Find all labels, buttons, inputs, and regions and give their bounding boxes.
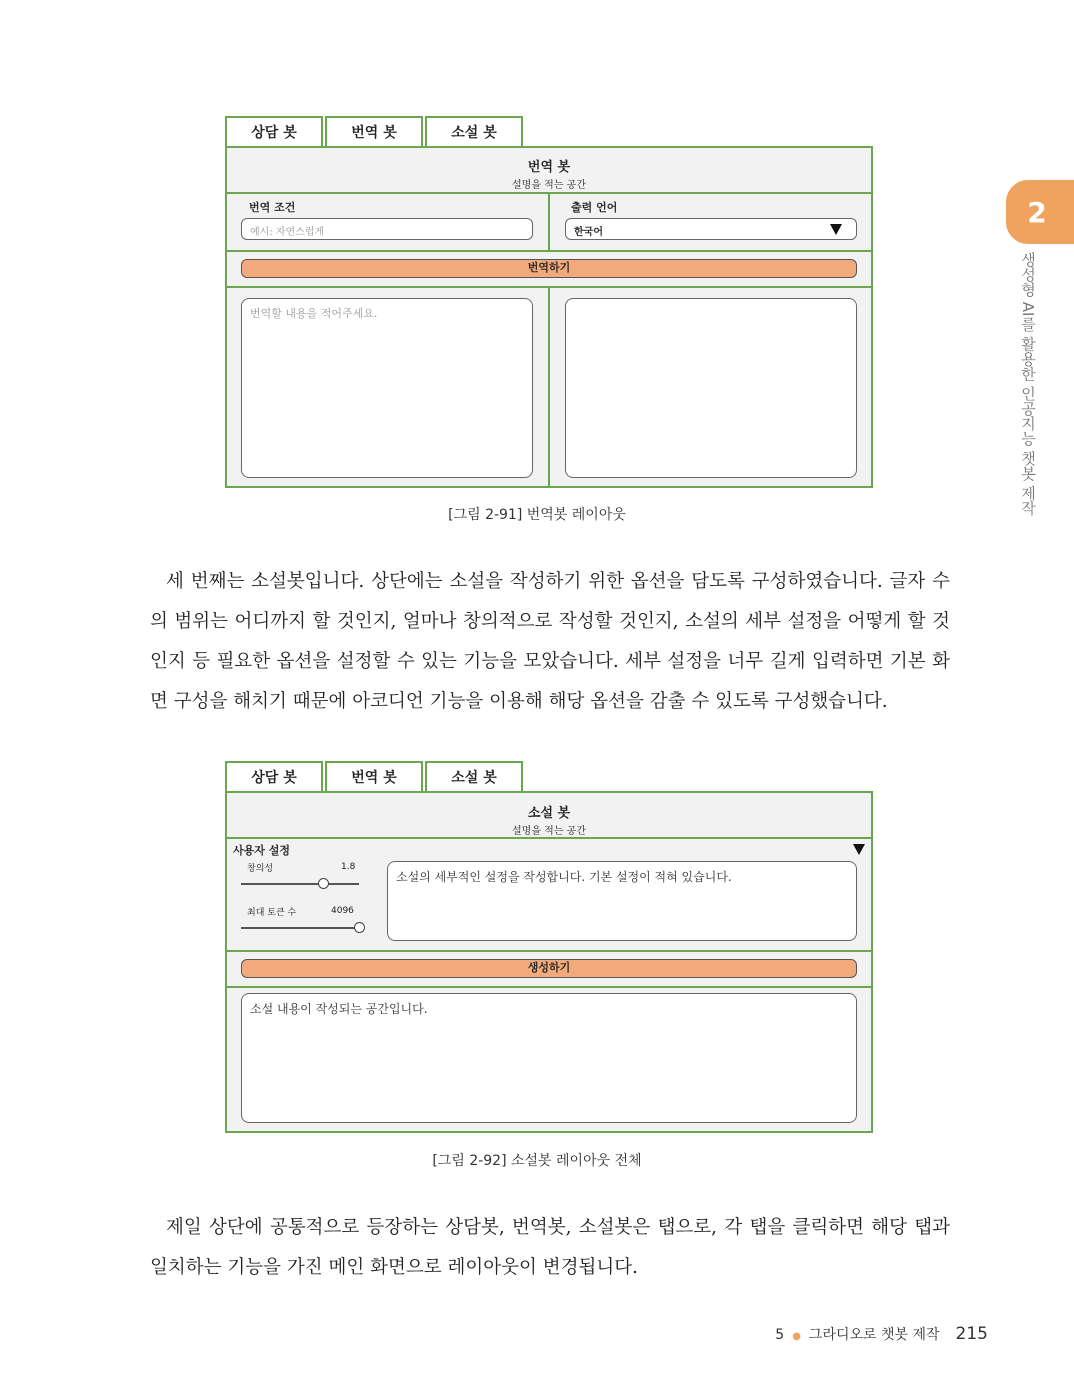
chapter-number-tab: 2 (1006, 180, 1074, 244)
divider (548, 194, 550, 250)
tokens-slider-track[interactable] (241, 927, 359, 929)
tokens-value: 4096 (331, 906, 354, 916)
fig1-frame (225, 146, 873, 488)
fig2-tab-novel[interactable]: 소설 봇 (425, 761, 523, 791)
tokens-slider-knob[interactable] (354, 922, 365, 933)
fig1-cond-input[interactable]: 예시: 자연스럽게 (241, 218, 533, 240)
fig1-caption: [그림 2-91] 번역봇 레이아웃 (448, 507, 626, 523)
fig1-lang-value: 한국어 (574, 227, 603, 238)
fig1-tab-bar (225, 116, 525, 146)
fig1-tab-translate[interactable]: 번역 봇 (325, 116, 423, 146)
fig2-header (227, 802, 871, 837)
fig2-generate-button[interactable]: 생성하기 (241, 959, 857, 978)
fig2-tab-bar (225, 761, 525, 791)
fig1-translate-button[interactable]: 번역하기 (241, 259, 857, 278)
accordion-toggle-icon[interactable] (853, 844, 865, 855)
page-number: 215 (955, 1324, 988, 1344)
fig2-tab-translate[interactable]: 번역 봇 (325, 761, 423, 791)
paragraph-text: 세 번째는 소설봇입니다. 상단에는 소설을 작성하기 위한 옵션을 담도록 구성하였습니다. 글자 수의 범위는 어디까지 할 것인지, 얼마나 창의적으로 작성할 것인지, 소설의 세부 설정을 어떻게 할 것인지 등 필요한 옵션을 설정할 수 있는 기능을 모았습니다. 세부 설정을 너무 길게 입력하면 기본 화면 구성을 해치기 때문에 아코디언 기능을 이용해 해당 옵션을 감출 수 있도록 구성했습니다. (150, 571, 950, 712)
fig1-tab-consult[interactable]: 상담 봇 (225, 116, 323, 146)
fig2-settings-textarea[interactable]: 소설의 세부적인 설정을 작성합니다. 기본 설정이 적혀 있습니다. (387, 861, 857, 941)
fig1-lang-label: 출력 언어 (571, 201, 618, 214)
fig2-frame (225, 791, 873, 1133)
fig2-title: 소설 봇 (527, 806, 571, 821)
divider (227, 950, 871, 952)
body-paragraph-2 (150, 1208, 950, 1288)
fig1-subtitle: 설명을 적는 공간 (512, 180, 586, 191)
divider (227, 837, 871, 839)
fig1-input-textarea[interactable]: 번역할 내용을 적어주세요. (241, 298, 533, 478)
creativity-label: 창의성 (247, 864, 274, 874)
page-footer (775, 1324, 988, 1344)
fig1-output-textarea[interactable] (565, 298, 857, 478)
dropdown-arrow-icon[interactable] (830, 224, 842, 235)
creativity-slider-knob[interactable] (318, 878, 329, 889)
divider (227, 250, 871, 252)
fig2-output-textarea[interactable]: 소설 내용이 작성되는 공간입니다. (241, 993, 857, 1123)
fig1-cond-label: 번역 조건 (249, 201, 296, 214)
divider (548, 288, 550, 488)
paragraph-text: 제일 상단에 공통적으로 등장하는 상담봇, 번역봇, 소설봇은 탭으로, 각 탭을 클릭하면 해당 탭과 일치하는 기능을 가진 메인 화면으로 레이아웃이 변경됩니다. (150, 1217, 950, 1278)
fig1-lang-select[interactable] (565, 218, 857, 240)
fig1-title: 번역 봇 (527, 160, 571, 175)
fig1-header (227, 156, 871, 191)
divider (227, 986, 871, 988)
footer-chapter-title: 그라디오로 챗봇 제작 (808, 1327, 940, 1343)
body-paragraph-1 (150, 562, 950, 722)
tokens-label: 최대 토큰 수 (247, 908, 297, 918)
chapter-title-vertical: 생성형 AI를 활용한 인공지능 챗봇 제작 (1019, 252, 1037, 516)
fig2-accordion-label[interactable]: 사용자 설정 (233, 844, 290, 857)
fig2-caption: [그림 2-92] 소설봇 레이아웃 전체 (432, 1153, 642, 1169)
bullet-dot-icon: ● (792, 1331, 801, 1342)
fig1-tab-novel[interactable]: 소설 봇 (425, 116, 523, 146)
creativity-slider-track[interactable] (241, 883, 359, 885)
creativity-value: 1.8 (341, 862, 356, 872)
fig2-subtitle: 설명을 적는 공간 (512, 826, 586, 837)
fig2-tab-consult[interactable]: 상담 봇 (225, 761, 323, 791)
footer-chapter-number: 5 (775, 1327, 785, 1343)
